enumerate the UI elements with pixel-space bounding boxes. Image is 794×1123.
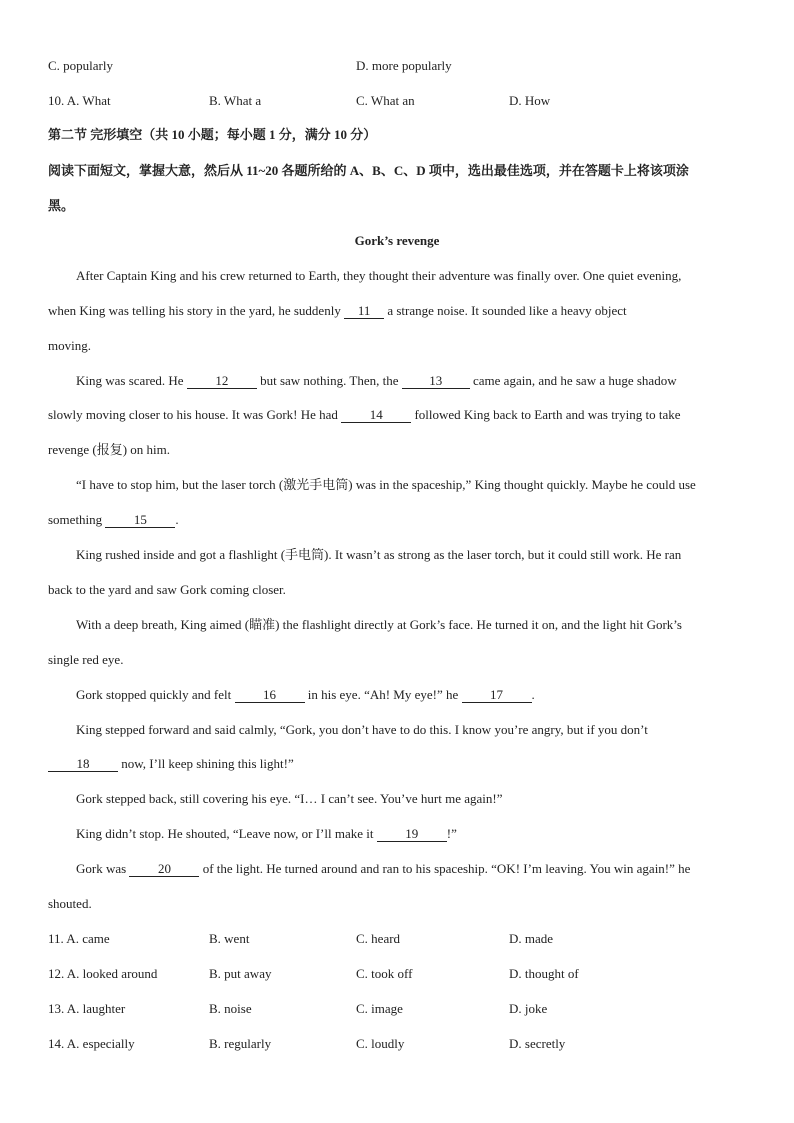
- option-d: D. secretly: [509, 1036, 566, 1051]
- option-b: B. noise: [209, 1001, 252, 1016]
- blank-12: 12: [187, 374, 257, 389]
- q10-option-c: C. What an: [356, 93, 415, 108]
- prev-option-c: C. popularly: [48, 58, 113, 73]
- q10-option-b: B. What a: [209, 93, 262, 108]
- blank-14: 14: [341, 408, 411, 423]
- passage-line: King rushed inside and got a flashlight (手电筒). It wasn’t as strong as the laser torch, but it could still work. He ran: [76, 547, 682, 562]
- option-d: D. made: [509, 931, 554, 946]
- passage-line: back to the yard and saw Gork coming closer.: [48, 582, 286, 597]
- option-a: 11. A. came: [48, 931, 110, 946]
- blank-16: 16: [235, 688, 305, 703]
- section-instruction-line2: 黑。: [48, 198, 75, 213]
- passage-line: 18 now, I’ll keep shining this light!”: [48, 755, 294, 773]
- option-b: B. regularly: [209, 1036, 272, 1051]
- passage-line: After Captain King and his crew returned to Earth, they thought their adventure was finally over. One quiet evening,: [76, 268, 682, 283]
- passage-line: something 15 .: [48, 512, 179, 527]
- passage-line: Gork stopped quickly and felt 16 in his eye. “Ah! My eye!” he 17 .: [76, 687, 535, 702]
- passage-line: slowly moving closer to his house. It was Gork! He had 14 followed King back to Earth and was trying to take: [48, 407, 681, 422]
- blank-15: 15: [105, 513, 175, 528]
- option-c: C. image: [356, 1001, 403, 1016]
- passage-line: “I have to stop him, but the laser torch (激光手电筒) was in the spaceship,” King thought quickly. Maybe he could use: [76, 477, 696, 492]
- option-b: B. went: [209, 931, 250, 946]
- section-instruction-line1: 阅读下面短文，掌握大意，然后从 11~20 各题所给的 A、B、C、D 项中，选出最佳选项，并在答题卡上将该项涂: [48, 163, 689, 178]
- option-c: C. loudly: [356, 1036, 405, 1051]
- passage-line: King didn’t stop. He shouted, “Leave now, or I’ll make it 19 !”: [76, 826, 457, 841]
- prev-option-d: D. more popularly: [356, 58, 452, 73]
- option-d: D. joke: [509, 1001, 548, 1016]
- blank-18: 18: [48, 757, 118, 772]
- option-a: 12. A. looked around: [48, 966, 158, 981]
- passage-line: Gork stepped back, still covering his eye. “I… I can’t see. You’ve hurt me again!”: [76, 791, 503, 806]
- passage-title: Gork’s revenge: [354, 233, 440, 248]
- option-a: 13. A. laughter: [48, 1001, 126, 1016]
- passage-line: shouted.: [48, 896, 92, 911]
- blank-20: 20: [129, 862, 199, 877]
- passage-line: Gork was 20 of the light. He turned around and ran to his spaceship. “OK! I’m leaving. You win again!” he: [76, 861, 691, 876]
- section-header: 第二节 完形填空（共 10 小题；每小题 1 分，满分 10 分）: [48, 127, 377, 142]
- passage-line: King stepped forward and said calmly, “Gork, you don’t have to do this. I know you’re angry, but if you don’t: [76, 722, 648, 737]
- passage-line: King was scared. He 12 but saw nothing. Then, the 13 came again, and he saw a huge shadow: [76, 373, 677, 388]
- blank-17: 17: [462, 688, 532, 703]
- q10-option-a: 10. A. What: [48, 93, 111, 108]
- option-c: C. took off: [356, 966, 413, 981]
- blank-13: 13: [402, 374, 470, 389]
- passage-line: when King was telling his story in the yard, he suddenly 11 a strange noise. It sounded like a heavy object: [48, 303, 627, 318]
- option-a: 14. A. especially: [48, 1036, 135, 1051]
- passage-line: revenge (报复) on him.: [48, 442, 171, 457]
- passage-line: With a deep breath, King aimed (瞄准) the flashlight directly at Gork’s face. He turned it on, and the light hit Gork’s: [76, 617, 682, 632]
- passage-line: moving.: [48, 338, 91, 353]
- blank-11: 11: [344, 304, 384, 319]
- passage-line: single red eye.: [48, 652, 124, 667]
- blank-19: 19: [377, 827, 447, 842]
- option-d: D. thought of: [509, 966, 579, 981]
- option-c: C. heard: [356, 931, 401, 946]
- q10-option-d: D. How: [509, 93, 551, 108]
- option-b: B. put away: [209, 966, 272, 981]
